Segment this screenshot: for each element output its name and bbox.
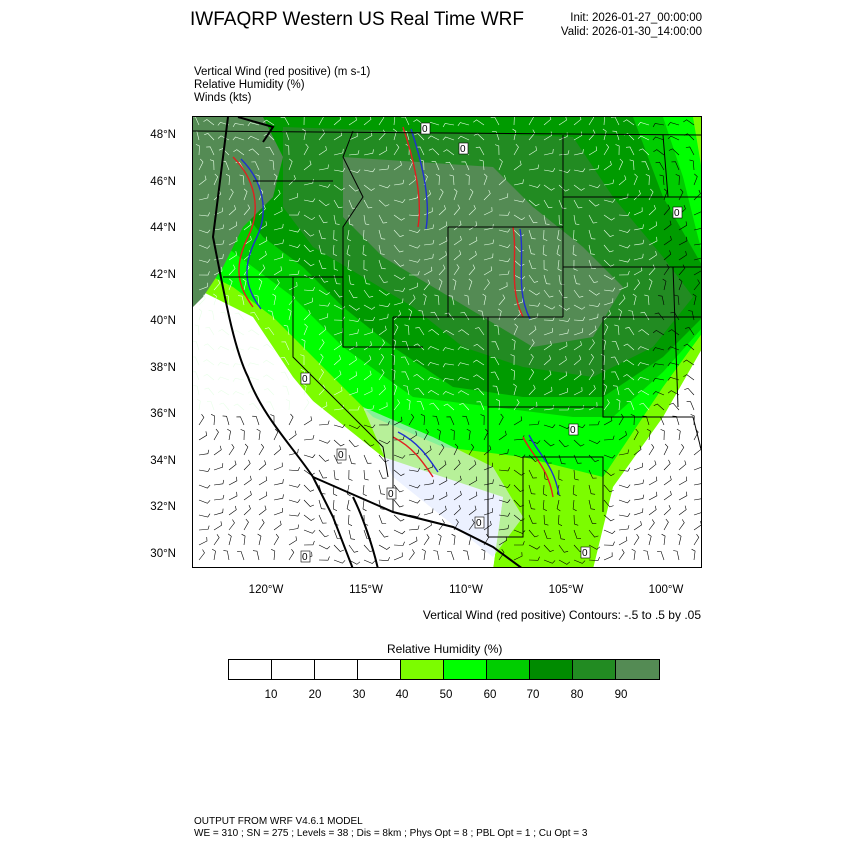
- wind-barb: [199, 309, 202, 320]
- wind-barb: [694, 479, 702, 485]
- colorbar-label: 20: [308, 689, 322, 701]
- wind-barb: [678, 534, 681, 545]
- wind-barb: [634, 534, 639, 545]
- wind-barb: [248, 347, 259, 350]
- colorbar-segment: [573, 660, 616, 679]
- wind-barb: [235, 313, 244, 320]
- variable-relative-humidity: Relative Humidity (%): [194, 79, 305, 91]
- wind-barb: [694, 521, 701, 530]
- wind-barb: [694, 495, 702, 500]
- wind-barb: [694, 446, 701, 456]
- wind-barb: [664, 460, 670, 470]
- colorbar-segment: [358, 660, 401, 679]
- wind-barb: [694, 534, 699, 545]
- init-time: Init: 2026-01-27_00:00:00: [570, 12, 702, 24]
- map-panel: [192, 116, 702, 568]
- variable-winds: Winds (kts): [194, 92, 252, 104]
- lat-label: 44°N: [150, 222, 176, 234]
- colorbar-title: Relative Humidity (%): [387, 642, 503, 656]
- wind-barb: [649, 492, 657, 500]
- lat-label: 34°N: [150, 455, 176, 467]
- lon-label: 110°W: [449, 584, 483, 596]
- contour-label: 0: [388, 489, 394, 500]
- colorbar-label: 40: [395, 689, 409, 701]
- wind-barb: [619, 525, 629, 530]
- variable-vertical-wind: Vertical Wind (red positive) (m s-1): [194, 66, 371, 78]
- colorbar-segment: [530, 660, 573, 679]
- wind-barb: [679, 461, 686, 471]
- colorbar-segment: [444, 660, 487, 679]
- rh-shading: [193, 117, 702, 568]
- wind-barb: [619, 549, 624, 560]
- colorbar-label: 30: [352, 689, 366, 701]
- colorbar-segment: [616, 660, 659, 679]
- wind-barb: [233, 330, 244, 335]
- colorbar-label: 70: [526, 689, 540, 701]
- wind-barb: [209, 310, 214, 320]
- wind-barb: [692, 549, 696, 560]
- wind-barb: [649, 444, 654, 455]
- lat-label: 32°N: [150, 501, 176, 513]
- contour-label: 0: [460, 144, 466, 155]
- wind-barb: [634, 495, 644, 500]
- wind-barb: [604, 542, 615, 546]
- wind-barb: [604, 530, 615, 534]
- wind-barb: [649, 506, 656, 515]
- contour-label: 0: [422, 124, 428, 135]
- wind-barb: [684, 388, 694, 395]
- wind-barb: [687, 402, 694, 410]
- wind-barb: [649, 461, 656, 471]
- valid-time: Valid: 2026-01-30_14:00:00: [560, 26, 702, 38]
- wind-barb: [679, 444, 684, 455]
- model-config: WE = 310 ; SN = 275 ; Levels = 38 ; Dis = 8km ; Phys Opt = 8 ; PBL Opt = 1 ; Cu Opt = 3: [194, 828, 588, 839]
- wind-barb: [679, 506, 686, 515]
- wind-barb: [634, 480, 644, 485]
- wind-barb: [679, 519, 684, 530]
- wind-barb: [677, 429, 680, 440]
- contour-label: 0: [476, 518, 482, 529]
- wind-barb: [648, 534, 651, 545]
- wind-barb: [649, 477, 657, 485]
- wind-barb: [619, 485, 630, 488]
- lat-label: 30°N: [150, 548, 176, 560]
- colorbar-segment: [487, 660, 530, 679]
- wind-barb: [673, 551, 679, 561]
- rh-colorbar: [228, 659, 660, 680]
- colorbar-segment: [315, 660, 358, 679]
- lon-label: 105°W: [548, 584, 584, 596]
- contour-label: 0: [338, 450, 344, 461]
- colorbar-segment: [229, 660, 272, 679]
- lon-label: 100°W: [648, 584, 684, 596]
- wind-barb: [619, 500, 630, 503]
- contour-info: Vertical Wind (red positive) Contours: -.5 to .5 by .05: [422, 608, 701, 622]
- wind-barb: [634, 508, 643, 515]
- wind-barb: [643, 551, 649, 561]
- wind-barb: [657, 551, 664, 560]
- colorbar-label: 60: [483, 689, 497, 701]
- wind-barb: [679, 477, 687, 485]
- wind-barb: [248, 330, 259, 335]
- wind-barb: [632, 549, 636, 560]
- wind-barb: [662, 534, 666, 545]
- wind-barb: [679, 492, 687, 500]
- wind-barb: [661, 429, 665, 440]
- wind-barb: [619, 513, 630, 516]
- contour-label: 0: [302, 552, 308, 563]
- colorbar-label: 10: [264, 689, 278, 701]
- lat-label: 38°N: [150, 362, 176, 374]
- lat-label: 36°N: [150, 408, 176, 420]
- wind-barb: [619, 537, 627, 545]
- lat-label: 42°N: [150, 269, 176, 281]
- chart-title: IWFAQRP Western US Real Time WRF: [190, 9, 524, 30]
- colorbar-label: 80: [570, 689, 584, 701]
- contour-label: 0: [674, 208, 680, 219]
- contour-label: 0: [582, 548, 588, 559]
- model-info: OUTPUT FROM WRF V4.6.1 MODEL: [194, 816, 363, 827]
- lat-label: 48°N: [150, 129, 176, 141]
- wind-barb: [649, 519, 654, 530]
- colorbar-segment: [272, 660, 315, 679]
- colorbar-segment: [401, 660, 444, 679]
- wind-barb: [664, 444, 668, 455]
- wind-barb: [694, 463, 702, 470]
- wind-barb: [664, 491, 671, 500]
- colorbar-label: 90: [614, 689, 628, 701]
- wind-barb: [634, 463, 643, 470]
- wind-barb: [664, 505, 671, 515]
- contour-label: 0: [302, 374, 308, 385]
- colorbar-label: 50: [439, 689, 453, 701]
- map-canvas: [193, 117, 702, 568]
- contour-label: 0: [570, 425, 576, 436]
- wind-barb: [694, 508, 702, 515]
- lon-label: 115°W: [349, 584, 383, 596]
- lat-label: 40°N: [150, 315, 176, 327]
- wind-barb: [604, 552, 612, 560]
- wind-barb: [664, 519, 668, 530]
- wind-barb: [634, 521, 642, 530]
- wind-barb: [664, 476, 671, 485]
- lat-label: 46°N: [150, 176, 176, 188]
- lon-label: 120°W: [248, 584, 284, 596]
